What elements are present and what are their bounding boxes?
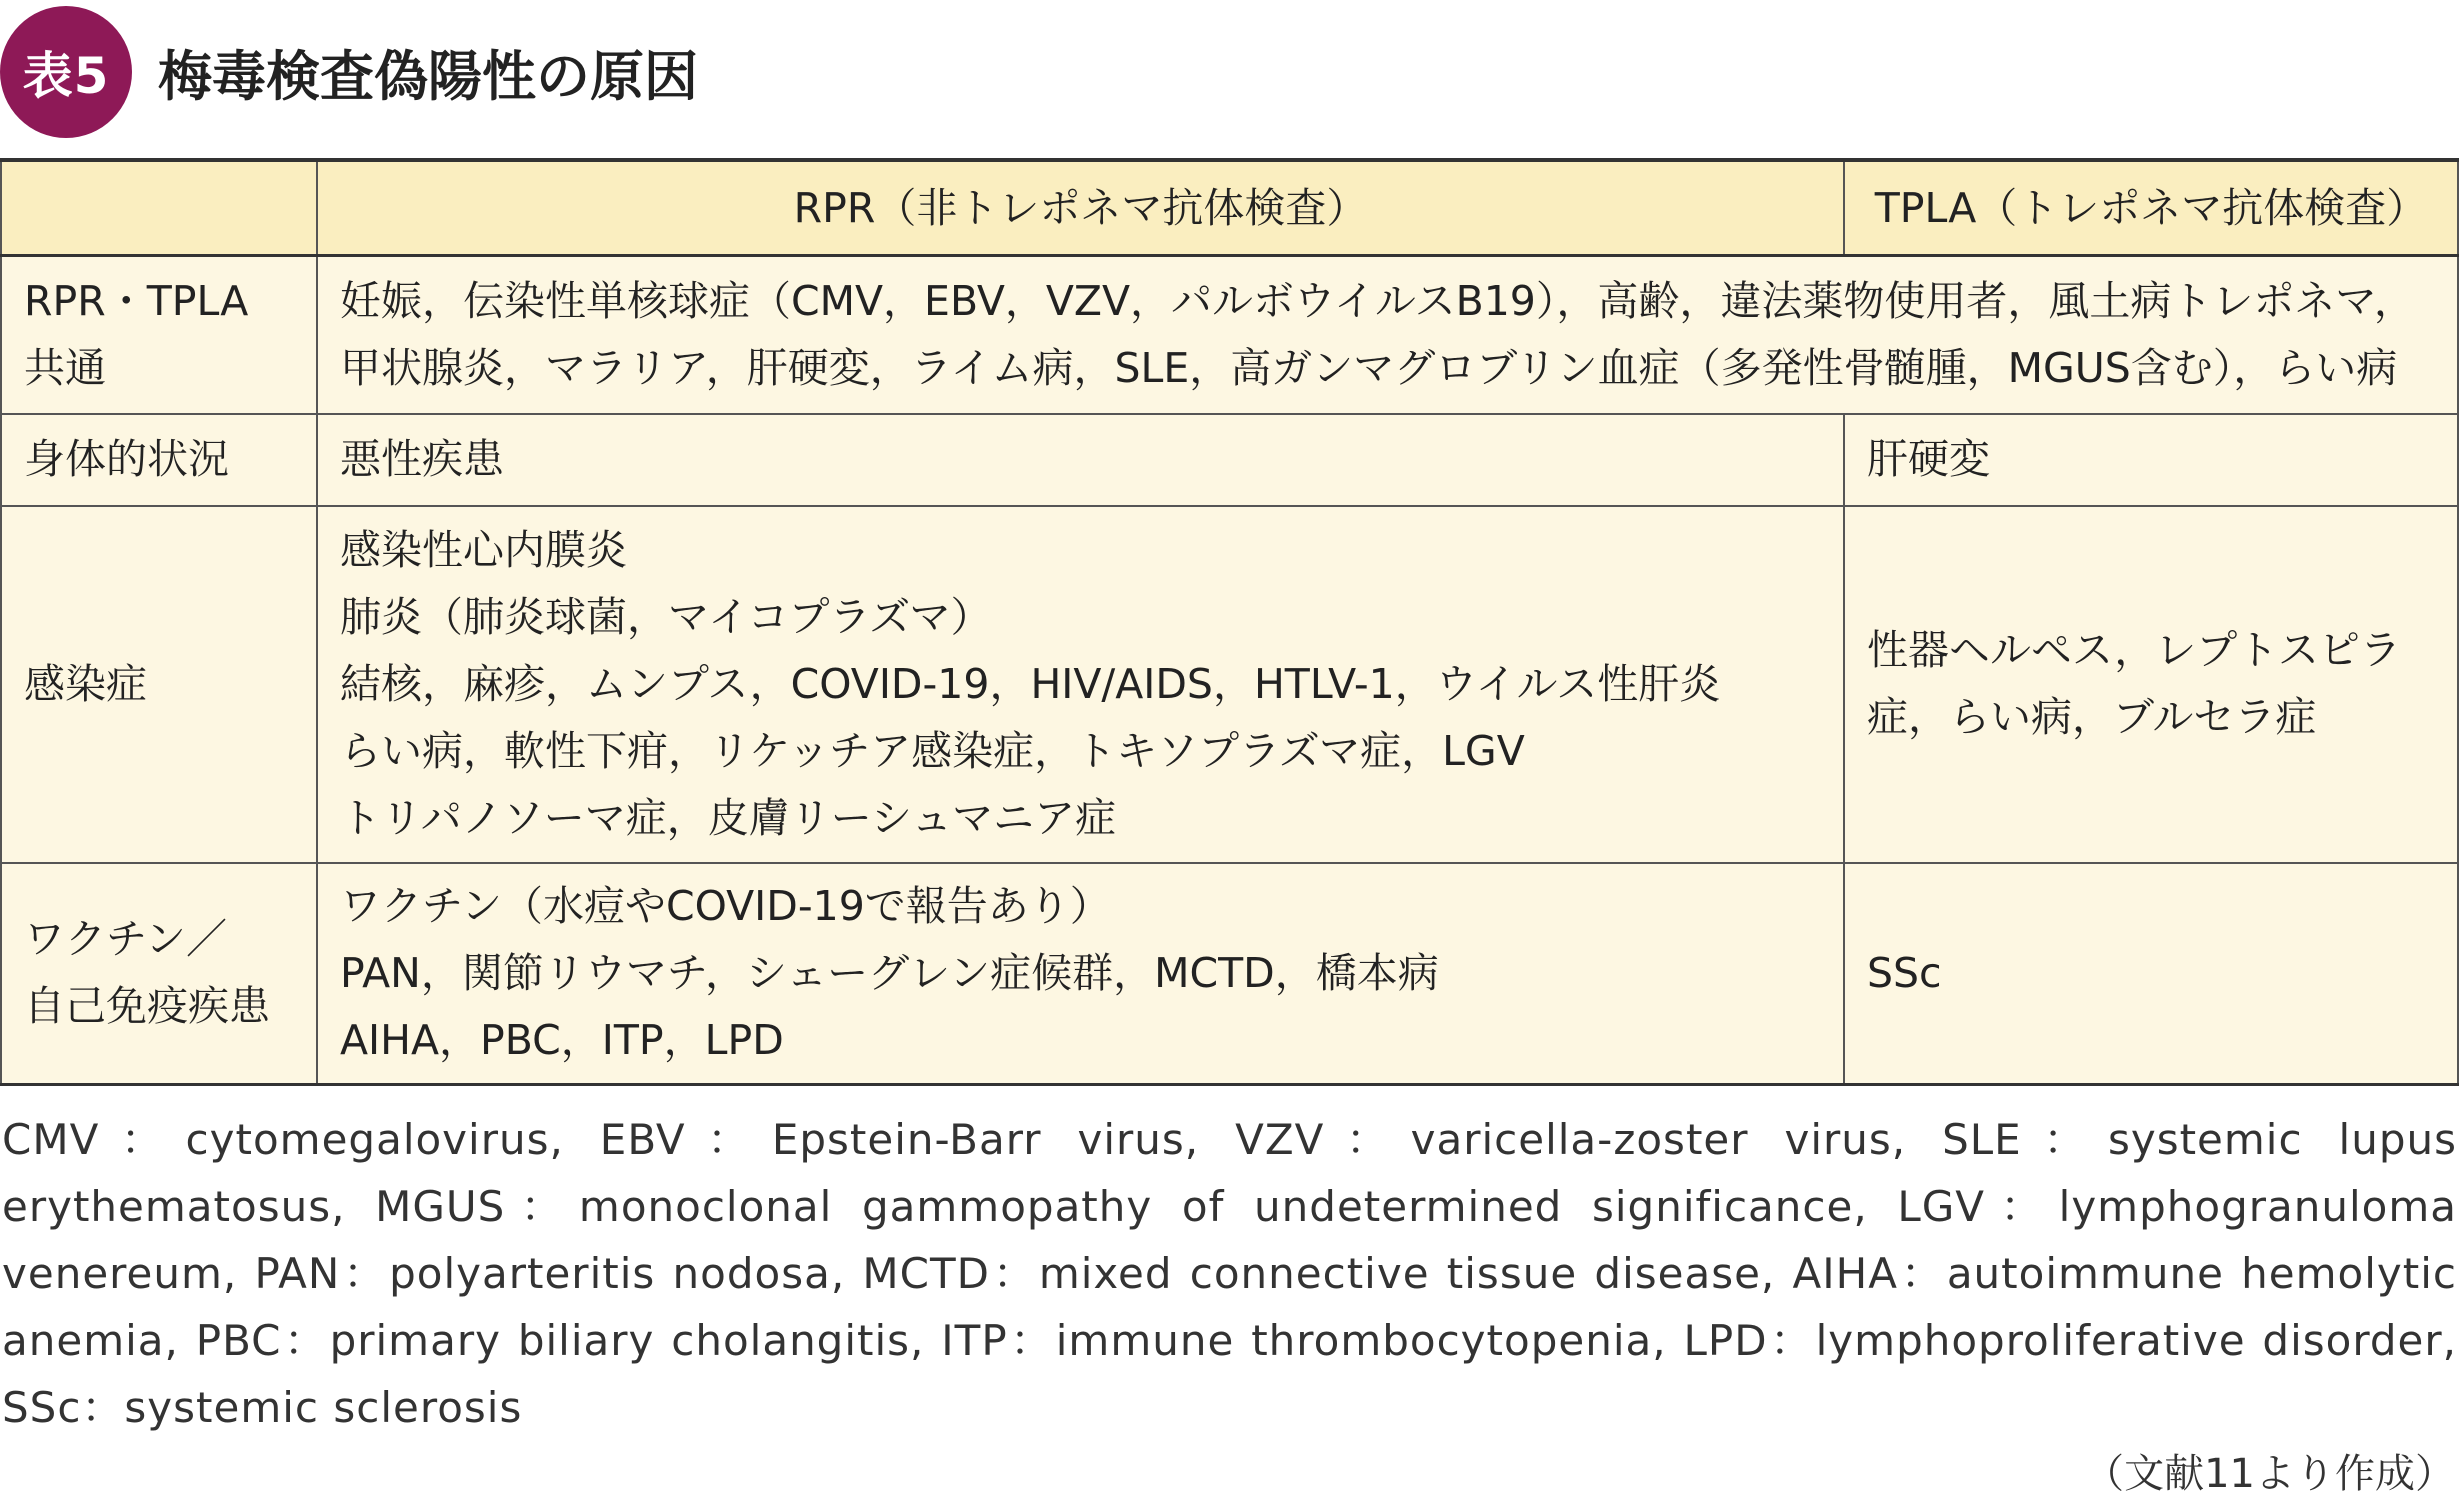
cell-line: 症，らい病，ブルセラ症 <box>1867 693 2317 741</box>
row-label-line: RPR・TPLA <box>24 276 249 325</box>
cell-line: 妊娠，伝染性単核球症（CMV，EBV，VZV，パルボウイルスB19），高齢，違法薬物使用者，風土病トレポネマ， <box>340 276 2415 325</box>
row-label-line: 感染症 <box>24 659 147 708</box>
cell-line: 肺炎（肺炎球菌，マイコプラズマ） <box>340 592 992 641</box>
cell-line: トリパノソーマ症，皮膚リーシュマニア症 <box>340 793 1117 842</box>
cell-line: AIHA，PBC，ITP，LPD <box>340 1015 784 1064</box>
cell-line: 感染性心内膜炎 <box>340 525 627 574</box>
cell-line: 結核，麻疹，ムンプス，COVID-19，HIV/AIDS，HTLV-1，ウイルス性肝炎 <box>340 659 1721 708</box>
header-rpr: RPR（非トレポネマ抗体検査） <box>317 160 1844 256</box>
rpr-infection-cell <box>317 506 1844 863</box>
table-title-bar <box>0 6 698 138</box>
table-number-badge: 表5 <box>0 6 132 138</box>
abbreviation-notes: CMV：cytomegalovirus, EBV：Epstein-Barr virus, VZV：varicella-zoster virus, SLE：systemic lupus erythematosus, MGUS：monoclonal gammopathy of undetermined significance, LGV：lymphogranuloma venereum, PAN：polyarteritis nodosa, MCTD：mixed connective tissue disease, AIHA：autoimmune hemolytic anemia, PBC：primary biliary cholangitis, ITP：immune thrombocytopenia, LPD：lymphoproliferative disorder, SSc：systemic sclerosis <box>2 1115 2457 1432</box>
row-label-line: 身体的状況 <box>24 435 229 483</box>
cell-line: SSc <box>1867 948 1942 997</box>
cell-line: 甲状腺炎，マラリア，肝硬変，ライム病，SLE，高ガンマグロブリン血症（多発性骨髄腫，MGUS含む），らい病 <box>340 343 2398 392</box>
tpla-physical-cell <box>1844 414 2458 506</box>
common-causes-cell <box>317 256 2458 414</box>
row-label-vaccine-autoimmune <box>1 863 317 1085</box>
rpr-physical-cell <box>317 414 1844 506</box>
row-label-infection <box>1 506 317 863</box>
row-label-physical <box>1 414 317 506</box>
row-label-line: 共通 <box>24 343 106 392</box>
table-row-infection <box>1 506 2458 863</box>
header-tpla: TPLA（トレポネマ抗体検査） <box>1844 160 2458 256</box>
table-header-row <box>1 160 2458 256</box>
cell-line: らい病，軟性下疳，リケッチア感染症，トキソプラズマ症，LGV <box>340 726 1525 775</box>
tpla-vaccine-autoimmune-cell <box>1844 863 2458 1085</box>
table-row-physical <box>1 414 2458 506</box>
row-label-common <box>1 256 317 414</box>
tpla-infection-cell <box>1844 506 2458 863</box>
cell-line: 性器ヘルペス，レプトスピラ <box>1867 626 2401 674</box>
table-title: 梅毒検査偽陽性の原因 <box>158 44 698 108</box>
cell-line: 悪性疾患 <box>340 435 504 483</box>
row-label-line: 自己免疫疾患 <box>24 982 270 1031</box>
source-citation: （文献11より作成） <box>2084 1451 2455 1497</box>
rpr-vaccine-autoimmune-cell <box>317 863 1844 1085</box>
table-row-vaccine-autoimmune <box>1 863 2458 1085</box>
cell-line: ワクチン（水痘やCOVID-19で報告あり） <box>340 881 1111 930</box>
row-label-line: ワクチン／ <box>24 915 227 964</box>
cell-line: PAN，関節リウマチ，シェーグレン症候群，MCTD，橋本病 <box>340 948 1439 997</box>
header-empty-cell <box>1 160 317 256</box>
cell-line: 肝硬変 <box>1867 435 1990 483</box>
table-row-common <box>1 256 2458 414</box>
false-positive-causes-table <box>0 158 2459 1086</box>
